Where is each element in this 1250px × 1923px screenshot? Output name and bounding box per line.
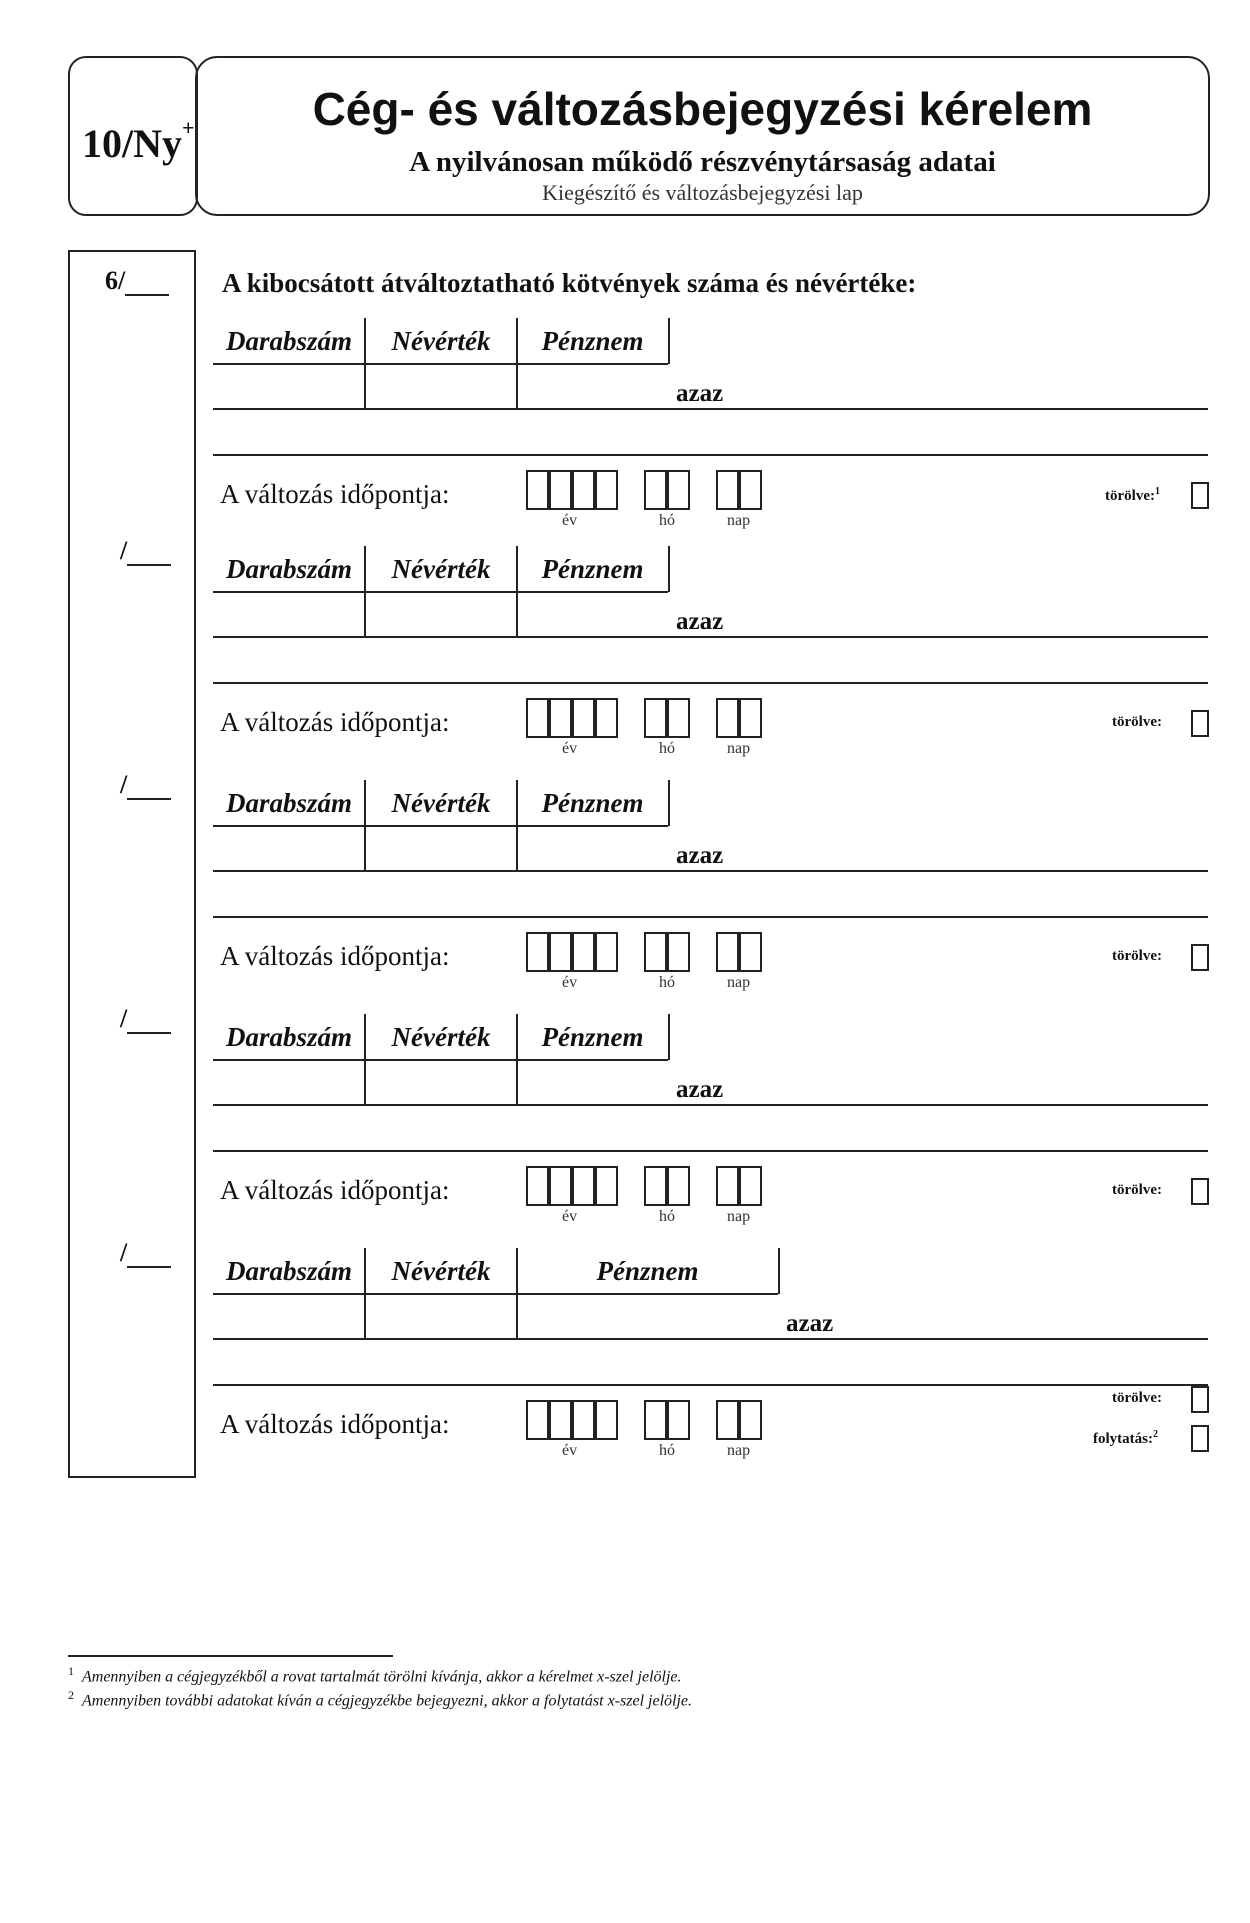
text-line-field[interactable] <box>214 414 1207 452</box>
year-digit-box[interactable] <box>595 932 618 972</box>
section-heading: A kibocsátott átváltoztatható kötvények száma és névértéke: <box>222 268 917 298</box>
month-digit-box[interactable] <box>644 698 667 738</box>
column-header-nevertek: Névérték <box>391 1256 491 1286</box>
row-number: / <box>120 1004 171 1034</box>
azaz-label: azaz <box>676 1076 724 1103</box>
text-line-field[interactable] <box>214 642 1207 680</box>
entry-underline <box>213 1338 1208 1340</box>
month-digit-box[interactable] <box>644 1400 667 1440</box>
column-header-darabszam: Darabszám <box>225 326 353 356</box>
year-label: év <box>562 740 578 757</box>
year-digit-box[interactable] <box>572 1400 595 1440</box>
year-digit-box[interactable] <box>549 932 572 972</box>
column-header-darabszam: Darabszám <box>225 554 353 584</box>
column-header-penznem: Pénznem <box>596 1256 699 1286</box>
column-header-penznem: Pénznem <box>541 788 644 818</box>
form-code-box <box>68 56 198 216</box>
day-digit-box[interactable] <box>716 1166 739 1206</box>
nevertek-field[interactable] <box>366 365 514 406</box>
azaz-label: azaz <box>676 608 724 635</box>
month-label: hó <box>659 974 675 991</box>
entry-underline <box>213 870 1208 872</box>
day-digit-box[interactable] <box>739 470 762 510</box>
year-label: év <box>562 1442 578 1459</box>
year-label: év <box>562 1208 578 1225</box>
day-label: nap <box>727 740 751 757</box>
deleted-checkbox[interactable] <box>1191 944 1209 971</box>
row-number: / <box>120 536 171 566</box>
column-header-darabszam: Darabszám <box>225 788 353 818</box>
darabszam-field[interactable] <box>214 1061 362 1102</box>
year-digit-box[interactable] <box>595 1166 618 1206</box>
day-digit-box[interactable] <box>739 932 762 972</box>
column-header-darabszam: Darabszám <box>225 1256 353 1286</box>
row-number-column <box>68 250 196 1478</box>
year-digit-box[interactable] <box>595 470 618 510</box>
darabszam-field[interactable] <box>214 365 362 406</box>
entry-underline <box>213 408 1208 410</box>
column-header-nevertek: Névérték <box>391 788 491 818</box>
column-divider <box>778 1248 780 1294</box>
month-label: hó <box>659 740 675 757</box>
azaz-text-field[interactable] <box>738 593 1205 634</box>
month-digit-box[interactable] <box>644 470 667 510</box>
row-number: 6/ <box>105 266 169 296</box>
text-line <box>213 1150 1208 1152</box>
day-digit-box[interactable] <box>739 698 762 738</box>
continuation-label: folytatás:$^2$ <box>1093 1429 1158 1447</box>
year-digit-box[interactable] <box>526 1400 549 1440</box>
date-label: A változás időpontja: <box>220 941 450 971</box>
darabszam-field[interactable] <box>214 1295 362 1336</box>
column-divider <box>668 546 670 592</box>
deleted-label: törölve:$^1$ <box>1105 486 1160 504</box>
deleted-label: törölve: <box>1112 1182 1162 1198</box>
row-number: / <box>120 770 171 800</box>
nevertek-field[interactable] <box>366 1061 514 1102</box>
deleted-label: törölve: <box>1112 714 1162 730</box>
text-line-field[interactable] <box>214 1110 1207 1148</box>
footnote-divider <box>68 1655 393 1657</box>
date-label: A változás időpontja: <box>220 1409 450 1439</box>
month-digit-box[interactable] <box>667 698 690 738</box>
penznem-field[interactable] <box>518 1295 776 1336</box>
month-digit-box[interactable] <box>667 1400 690 1440</box>
text-line-field[interactable] <box>214 876 1207 914</box>
year-digit-box[interactable] <box>526 1166 549 1206</box>
year-digit-box[interactable] <box>572 470 595 510</box>
month-digit-box[interactable] <box>644 1166 667 1206</box>
year-digit-box[interactable] <box>549 1166 572 1206</box>
penznem-field[interactable] <box>518 593 666 634</box>
azaz-text-field[interactable] <box>738 1061 1205 1102</box>
month-label: hó <box>659 1442 675 1459</box>
day-label: nap <box>727 1208 751 1225</box>
column-divider <box>668 1014 670 1060</box>
azaz-text-field[interactable] <box>738 365 1205 406</box>
year-digit-box[interactable] <box>572 932 595 972</box>
footnote-1: $^1$ Amennyiben a cégjegyzékből a rovat tartalmát törölni kívánja, akkor a kérelmet x-szel jelölje. <box>68 1664 682 1686</box>
year-digit-box[interactable] <box>549 470 572 510</box>
nevertek-field[interactable] <box>366 1295 514 1336</box>
year-digit-box[interactable] <box>549 1400 572 1440</box>
day-label: nap <box>727 512 751 529</box>
page-subtitle-secondary: Kiegészítő és változásbejegyzési lap <box>542 180 863 205</box>
text-line-field[interactable] <box>214 1344 1207 1382</box>
day-digit-box[interactable] <box>739 1400 762 1440</box>
azaz-text-field[interactable] <box>848 1295 1205 1336</box>
darabszam-field[interactable] <box>214 827 362 868</box>
azaz-label: azaz <box>676 842 724 869</box>
year-label: év <box>562 974 578 991</box>
day-digit-box[interactable] <box>739 1166 762 1206</box>
year-digit-box[interactable] <box>572 1166 595 1206</box>
footnote-2: $^2$ Amennyiben további adatokat kíván a cégjegyzékbe bejegyezni, akkor a folytatást x-szel jelölje. <box>68 1688 693 1710</box>
month-label: hó <box>659 512 675 529</box>
penznem-field[interactable] <box>518 1061 666 1102</box>
day-label: nap <box>727 974 751 991</box>
penznem-field[interactable] <box>518 827 666 868</box>
column-header-darabszam: Darabszám <box>225 1022 353 1052</box>
year-digit-box[interactable] <box>595 698 618 738</box>
nevertek-field[interactable] <box>366 593 514 634</box>
column-header-penznem: Pénznem <box>541 554 644 584</box>
penznem-field[interactable] <box>518 365 666 406</box>
year-digit-box[interactable] <box>526 698 549 738</box>
month-digit-box[interactable] <box>667 470 690 510</box>
nevertek-field[interactable] <box>366 827 514 868</box>
date-label: A változás időpontja: <box>220 707 450 737</box>
text-line <box>213 1384 1208 1386</box>
column-divider <box>668 780 670 826</box>
entry-underline <box>213 1104 1208 1106</box>
deleted-checkbox[interactable] <box>1191 710 1209 737</box>
date-label: A változás időpontja: <box>220 1175 450 1205</box>
text-line <box>213 916 1208 918</box>
year-digit-box[interactable] <box>572 698 595 738</box>
page-title: Cég- és változásbejegyzési kérelem <box>312 83 1093 135</box>
form-code: 10/Ny+ <box>82 114 195 166</box>
deleted-label: törölve: <box>1112 1390 1162 1406</box>
column-header-penznem: Pénznem <box>541 326 644 356</box>
page-subtitle: A nyilvánosan működő részvénytársaság adatai <box>409 146 996 178</box>
deleted-checkbox[interactable] <box>1191 1178 1209 1205</box>
deleted-checkbox[interactable] <box>1191 1386 1209 1413</box>
title-box <box>195 56 1210 216</box>
entry-underline <box>213 636 1208 638</box>
day-digit-box[interactable] <box>716 1400 739 1440</box>
column-divider <box>668 318 670 364</box>
month-label: hó <box>659 1208 675 1225</box>
year-digit-box[interactable] <box>595 1400 618 1440</box>
azaz-text-field[interactable] <box>738 827 1205 868</box>
year-digit-box[interactable] <box>526 932 549 972</box>
day-label: nap <box>727 1442 751 1459</box>
column-header-nevertek: Névérték <box>391 1022 491 1052</box>
month-digit-box[interactable] <box>644 932 667 972</box>
text-line <box>213 454 1208 456</box>
deleted-checkbox[interactable] <box>1191 482 1209 509</box>
azaz-label: azaz <box>786 1310 834 1337</box>
month-digit-box[interactable] <box>667 932 690 972</box>
row-number: / <box>120 1238 171 1268</box>
darabszam-field[interactable] <box>214 593 362 634</box>
day-digit-box[interactable] <box>716 698 739 738</box>
year-label: év <box>562 512 578 529</box>
year-digit-box[interactable] <box>526 470 549 510</box>
deleted-label: törölve: <box>1112 948 1162 964</box>
text-line <box>213 682 1208 684</box>
column-header-penznem: Pénznem <box>541 1022 644 1052</box>
date-label: A változás időpontja: <box>220 479 450 509</box>
year-digit-box[interactable] <box>549 698 572 738</box>
month-digit-box[interactable] <box>667 1166 690 1206</box>
day-digit-box[interactable] <box>716 470 739 510</box>
continuation-checkbox[interactable] <box>1191 1425 1209 1452</box>
day-digit-box[interactable] <box>716 932 739 972</box>
column-header-nevertek: Névérték <box>391 326 491 356</box>
azaz-label: azaz <box>676 380 724 407</box>
column-header-nevertek: Névérték <box>391 554 491 584</box>
